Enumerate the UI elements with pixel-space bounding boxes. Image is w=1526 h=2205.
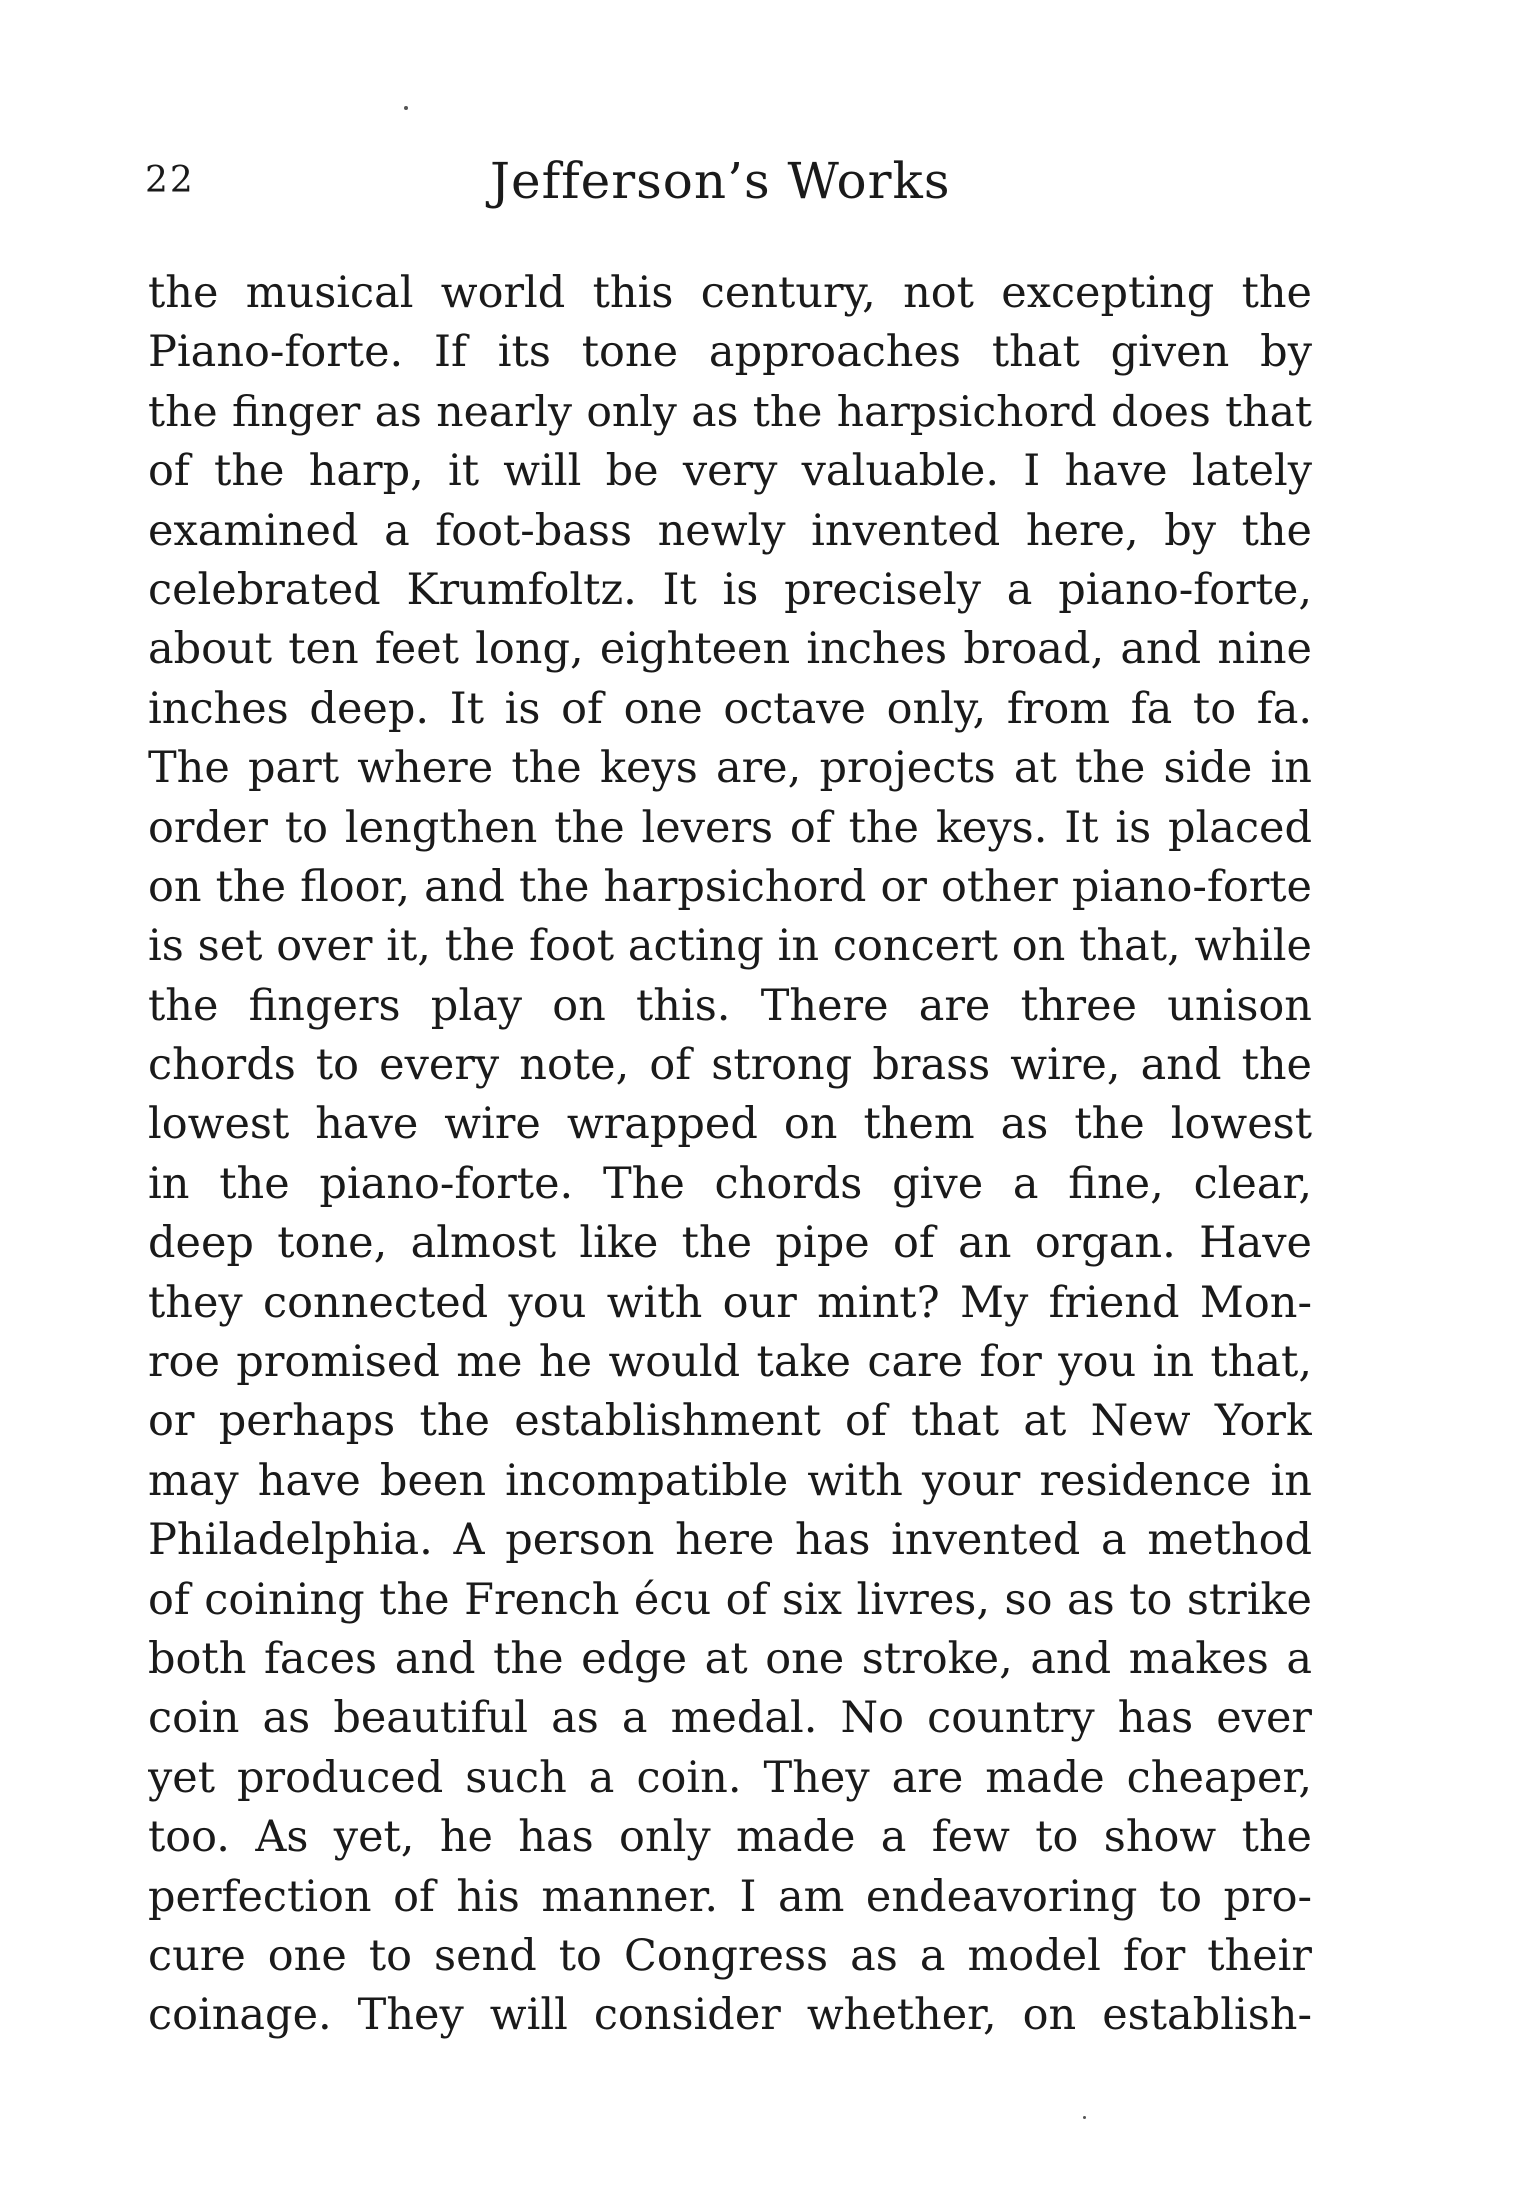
text-line: both faces and the edge at one stroke, and makes a — [148, 1633, 1312, 1684]
text-line: the finger as nearly only as the harpsichord does that — [148, 387, 1312, 437]
text-line: Piano-forte. If its tone approaches that given by — [148, 327, 1312, 378]
text-line: order to lengthen the levers of the keys. It is placed — [148, 802, 1312, 853]
text-line: chords to every note, of strong brass wire, and the — [148, 1040, 1312, 1091]
text-line: coin as beautiful as a medal. No country has ever — [148, 1693, 1312, 1744]
text-line: roe promised me he would take care for you in that, — [148, 1337, 1312, 1388]
text-line: lowest have wire wrapped on them as the lowest — [148, 1099, 1312, 1150]
text-line: yet produced such a coin. They are made cheaper, — [148, 1752, 1312, 1803]
text-line: on the floor, and the harpsichord or other piano-forte — [148, 861, 1312, 912]
text-line: or perhaps the establishment of that at New York — [148, 1396, 1312, 1447]
text-line: inches deep. It is of one octave only, from fa to fa. — [148, 683, 1312, 734]
text-line: of coining the French écu of six livres, so as to strike — [148, 1574, 1312, 1625]
text-line: they connected you with our mint? My friend Mon- — [148, 1277, 1312, 1328]
text-line: perfection of his manner. I am endeavoring to pro- — [148, 1871, 1312, 1922]
ink-speck-top — [404, 106, 408, 110]
ink-speck-bottom — [1083, 2116, 1086, 2119]
text-line: in the piano-forte. The chords give a fine, clear, — [148, 1158, 1312, 1209]
running-title: Jefferson’s Works — [490, 152, 951, 210]
text-line: the musical world this century, not excepting the — [148, 268, 1312, 318]
text-line: cure one to send to Congress as a model for their — [148, 1930, 1312, 1981]
text-line: may have been incompatible with your residence in — [148, 1455, 1312, 1506]
text-line: too. As yet, he has only made a few to show the — [148, 1812, 1312, 1863]
text-line: is set over it, the foot acting in concert on that, while — [148, 921, 1312, 972]
text-line: of the harp, it will be very valuable. I have lately — [148, 446, 1312, 497]
text-line: celebrated Krumfoltz. It is precisely a piano-forte, — [148, 564, 1312, 615]
text-line: deep tone, almost like the pipe of an organ. Have — [148, 1218, 1312, 1269]
text-line: examined a foot-bass newly invented here, by the — [148, 505, 1312, 556]
text-line: The part where the keys are, projects at the side in — [148, 743, 1312, 794]
text-line: the fingers play on this. There are three unison — [148, 980, 1312, 1031]
text-line: coinage. They will consider whether, on establish- — [148, 1990, 1312, 2041]
body-text — [148, 264, 1312, 2046]
text-line: Philadelphia. A person here has invented a method — [148, 1515, 1312, 1566]
page-number: 22 — [145, 160, 195, 201]
text-line: about ten feet long, eighteen inches broad, and nine — [148, 624, 1312, 675]
